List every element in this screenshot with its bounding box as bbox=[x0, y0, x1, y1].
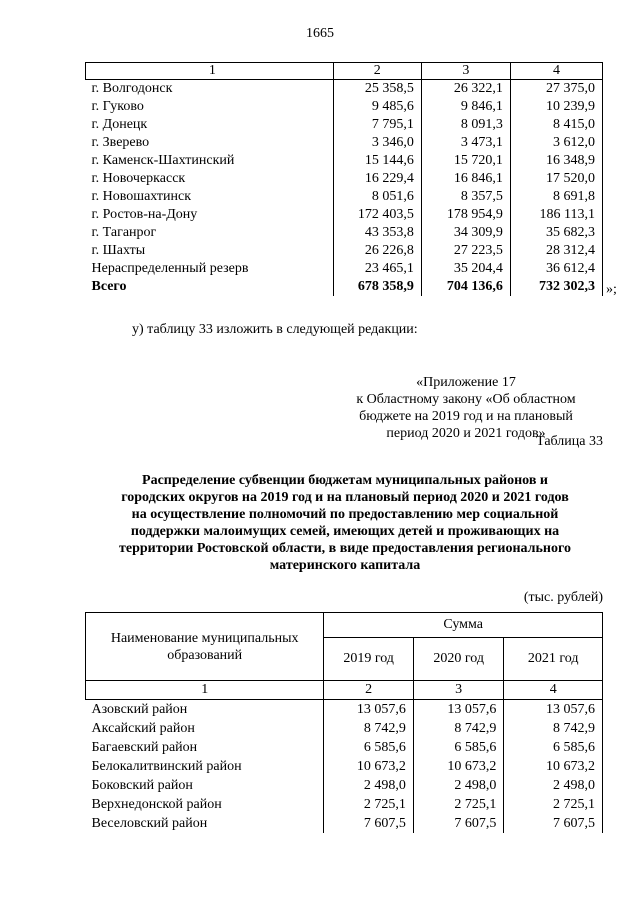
appendix-line: к Областному закону «Об областном bbox=[356, 392, 576, 407]
appendix-line: бюджете на 2019 год и на плановый bbox=[359, 409, 573, 424]
column-index: 1 bbox=[86, 63, 334, 80]
column-index: 4 bbox=[504, 681, 603, 700]
table-row bbox=[86, 700, 603, 720]
table-row bbox=[86, 170, 603, 188]
municipality-name: Веселовский район bbox=[91, 816, 208, 831]
municipality-name: г. Каменск-Шахтинский bbox=[91, 153, 235, 168]
year-header: 2021 год bbox=[504, 638, 603, 681]
amount-cell: 8 415,0 bbox=[510, 116, 602, 134]
table-row bbox=[86, 188, 603, 206]
amount-cell: 3 473,1 bbox=[421, 134, 510, 152]
amount-cell: 3 346,0 bbox=[333, 134, 421, 152]
amount-cell: 678 358,9 bbox=[333, 278, 421, 296]
municipality-name: Боковский район bbox=[91, 778, 193, 793]
table-row bbox=[86, 242, 603, 260]
municipality-name: Багаевский район bbox=[91, 740, 198, 755]
heading-line: на осуществление полномочий по предоставлению мер социальной bbox=[131, 507, 559, 522]
amount-cell: 8 742,9 bbox=[413, 719, 504, 738]
municipality-name: г. Волгодонск bbox=[91, 81, 173, 96]
municipality-name: г. Зверево bbox=[91, 135, 150, 150]
municipality-name: г. Новочеркасск bbox=[91, 171, 186, 186]
amount-cell: 178 954,9 bbox=[421, 206, 510, 224]
table-heading bbox=[86, 472, 604, 574]
appendix-reference bbox=[330, 374, 602, 442]
amount-cell: 16 846,1 bbox=[421, 170, 510, 188]
amount-cell: 8 742,9 bbox=[504, 719, 603, 738]
municipality-name: Нераспределенный резерв bbox=[91, 261, 249, 276]
table-row bbox=[86, 757, 603, 776]
amount-cell: 732 302,3 bbox=[510, 278, 602, 296]
amount-cell: 15 144,6 bbox=[333, 152, 421, 170]
amount-cell: 7 795,1 bbox=[333, 116, 421, 134]
amount-cell: 6 585,6 bbox=[413, 738, 504, 757]
table-row bbox=[86, 80, 603, 99]
amount-cell: 8 742,9 bbox=[324, 719, 414, 738]
budget-table-continuation bbox=[85, 62, 603, 296]
municipality-name: Верхнедонской район bbox=[91, 797, 222, 812]
amount-cell: 10 673,2 bbox=[504, 757, 603, 776]
table-row bbox=[86, 719, 603, 738]
amount-cell: 10 673,2 bbox=[324, 757, 414, 776]
heading-line: материнского капитала bbox=[269, 558, 421, 573]
amount-cell: 2 498,0 bbox=[504, 776, 603, 795]
amount-cell: 186 113,1 bbox=[510, 206, 602, 224]
amount-cell: 16 229,4 bbox=[333, 170, 421, 188]
amount-cell: 13 057,6 bbox=[413, 700, 504, 720]
municipality-column-header: Наименование муниципальных образований bbox=[86, 613, 324, 681]
units-label: (тыс. рублей) bbox=[523, 590, 603, 605]
amount-cell: 3 612,0 bbox=[510, 134, 602, 152]
table-index-row bbox=[86, 681, 603, 700]
amount-cell: 26 226,8 bbox=[333, 242, 421, 260]
amount-cell: 2 725,1 bbox=[504, 795, 603, 814]
municipality-name: г. Новошахтинск bbox=[91, 189, 192, 204]
year-header: 2020 год bbox=[413, 638, 504, 681]
amount-cell: 10 673,2 bbox=[413, 757, 504, 776]
amount-cell: 8 691,8 bbox=[510, 188, 602, 206]
table-row bbox=[86, 98, 603, 116]
amount-cell: 27 375,0 bbox=[510, 80, 602, 99]
amount-cell: 9 846,1 bbox=[421, 98, 510, 116]
amount-cell: 8 051,6 bbox=[333, 188, 421, 206]
table-row bbox=[86, 278, 603, 296]
column-index: 1 bbox=[86, 681, 324, 700]
amount-cell: 23 465,1 bbox=[333, 260, 421, 278]
column-index: 4 bbox=[510, 63, 602, 80]
year-header: 2019 год bbox=[324, 638, 414, 681]
amount-cell: 9 485,6 bbox=[333, 98, 421, 116]
municipality-name: г. Шахты bbox=[91, 243, 146, 258]
heading-line: поддержки малоимущих семей, имеющих детей и проживающих на bbox=[130, 524, 560, 539]
amount-cell: 27 223,5 bbox=[421, 242, 510, 260]
amount-cell: 7 607,5 bbox=[504, 814, 603, 833]
column-index: 3 bbox=[421, 63, 510, 80]
amount-cell: 26 322,1 bbox=[421, 80, 510, 99]
table-row bbox=[86, 795, 603, 814]
municipality-name: г. Донецк bbox=[91, 117, 148, 132]
amount-cell: 8 091,3 bbox=[421, 116, 510, 134]
amount-cell: 6 585,6 bbox=[504, 738, 603, 757]
amount-cell: 43 353,8 bbox=[333, 224, 421, 242]
amount-cell: 2 725,1 bbox=[324, 795, 414, 814]
sum-column-header: Сумма bbox=[324, 613, 603, 638]
amount-cell: 16 348,9 bbox=[510, 152, 602, 170]
heading-line: территории Ростовской области, в виде предоставления регионального bbox=[119, 541, 571, 556]
amount-cell: 7 607,5 bbox=[413, 814, 504, 833]
amount-cell: 36 612,4 bbox=[510, 260, 602, 278]
table-row bbox=[86, 116, 603, 134]
amount-cell: 2 498,0 bbox=[413, 776, 504, 795]
amount-cell: 17 520,0 bbox=[510, 170, 602, 188]
table-header-row bbox=[86, 613, 603, 638]
amount-cell: 2 498,0 bbox=[324, 776, 414, 795]
table-row bbox=[86, 738, 603, 757]
column-index: 2 bbox=[333, 63, 421, 80]
table-row bbox=[86, 152, 603, 170]
table-label: Таблица 33 bbox=[536, 434, 603, 449]
column-index: 2 bbox=[324, 681, 414, 700]
table-header-row bbox=[86, 63, 603, 80]
amount-cell: 704 136,6 bbox=[421, 278, 510, 296]
amount-cell: 25 358,5 bbox=[333, 80, 421, 99]
amount-cell: 35 682,3 bbox=[510, 224, 602, 242]
subvention-table bbox=[85, 612, 603, 833]
amount-cell: 35 204,4 bbox=[421, 260, 510, 278]
appendix-line: период 2020 и 2021 годов» bbox=[386, 426, 546, 441]
page-number: 1665 bbox=[306, 26, 334, 41]
amount-cell: 172 403,5 bbox=[333, 206, 421, 224]
amount-cell: 28 312,4 bbox=[510, 242, 602, 260]
table-row bbox=[86, 260, 603, 278]
amount-cell: 2 725,1 bbox=[413, 795, 504, 814]
municipality-name: г. Ростов-на-Дону bbox=[91, 207, 198, 222]
amendment-instruction: у) таблицу 33 изложить в следующей редакции: bbox=[132, 322, 418, 337]
amount-cell: 6 585,6 bbox=[324, 738, 414, 757]
municipality-name: Аксайский район bbox=[91, 721, 195, 736]
table-row bbox=[86, 814, 603, 833]
amount-cell: 7 607,5 bbox=[324, 814, 414, 833]
municipality-name: г. Таганрог bbox=[91, 225, 157, 240]
municipality-name: г. Гуково bbox=[91, 99, 144, 114]
table-row bbox=[86, 224, 603, 242]
appendix-line: «Приложение 17 bbox=[416, 375, 516, 390]
amount-cell: 8 357,5 bbox=[421, 188, 510, 206]
municipality-name: Белокалитвинский район bbox=[91, 759, 242, 774]
municipality-name: Всего bbox=[91, 279, 127, 294]
municipality-name: Азовский район bbox=[91, 702, 188, 717]
amount-cell: 13 057,6 bbox=[504, 700, 603, 720]
closing-quote: »; bbox=[606, 282, 617, 297]
column-index: 3 bbox=[413, 681, 504, 700]
table-row bbox=[86, 776, 603, 795]
amount-cell: 10 239,9 bbox=[510, 98, 602, 116]
table-row bbox=[86, 206, 603, 224]
amount-cell: 15 720,1 bbox=[421, 152, 510, 170]
amount-cell: 13 057,6 bbox=[324, 700, 414, 720]
table-row bbox=[86, 134, 603, 152]
heading-line: городских округов на 2019 год и на плановый период 2020 и 2021 годов bbox=[121, 490, 569, 505]
amount-cell: 34 309,9 bbox=[421, 224, 510, 242]
heading-line: Распределение субвенции бюджетам муниципальных районов и bbox=[142, 473, 548, 488]
